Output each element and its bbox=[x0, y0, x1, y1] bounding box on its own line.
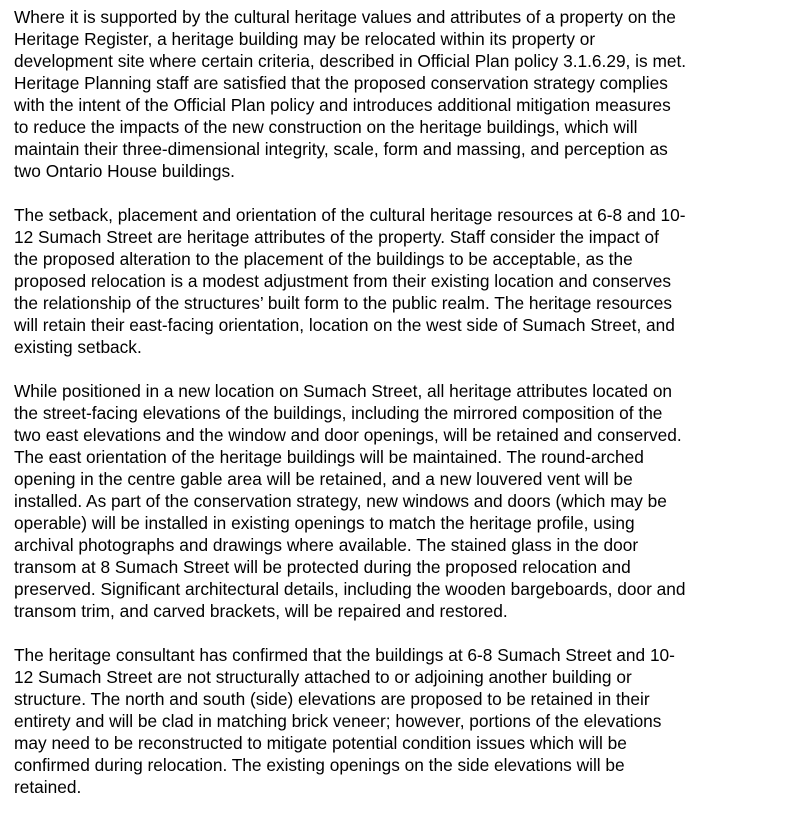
text-line: Heritage Planning staff are satisfied that the proposed conservation strategy complies bbox=[14, 73, 668, 93]
text-line: proposed relocation is a modest adjustment from their existing location and conserves bbox=[14, 271, 672, 291]
text-line: opening in the centre gable area will be retained, and a new louvered vent will be bbox=[14, 469, 633, 489]
text-line: The setback, placement and orientation of the cultural heritage resources at 6-8 and 10- bbox=[14, 205, 686, 225]
text-line: The heritage consultant has confirmed that the buildings at 6-8 Sumach Street and 10- bbox=[14, 645, 675, 665]
text-line: may need to be reconstructed to mitigate potential condition issues which will be bbox=[14, 733, 627, 753]
text-line: preserved. Significant architectural details, including the wooden bargeboards, door and bbox=[14, 579, 686, 599]
text-line: confirmed during relocation. The existing openings on the side elevations will be bbox=[14, 755, 625, 775]
text-line: to reduce the impacts of the new construction on the heritage buildings, which will bbox=[14, 117, 638, 137]
text-line: entirety and will be clad in matching brick veneer; however, portions of the elevations bbox=[14, 711, 662, 731]
text-line: archival photographs and drawings where available. The stained glass in the door bbox=[14, 535, 639, 555]
paragraph-structural-confirmation bbox=[14, 644, 794, 798]
text-line: two east elevations and the window and door openings, will be retained and conserved. bbox=[14, 425, 682, 445]
text-line: retained. bbox=[14, 777, 82, 797]
text-line: 12 Sumach Street are not structurally attached to or adjoining another building or bbox=[14, 667, 632, 687]
paragraph-heritage-attributes bbox=[14, 380, 794, 622]
text-line: While positioned in a new location on Sumach Street, all heritage attributes located on bbox=[14, 381, 673, 401]
text-line: Heritage Register, a heritage building may be relocated within its property or bbox=[14, 29, 596, 49]
text-line: installed. As part of the conservation strategy, new windows and doors (which may be bbox=[14, 491, 667, 511]
text-line: the proposed alteration to the placement of the buildings to be acceptable, as the bbox=[14, 249, 633, 269]
text-line: the street-facing elevations of the buildings, including the mirrored composition of the bbox=[14, 403, 663, 423]
paragraph-relocation-policy bbox=[14, 6, 794, 182]
text-line: The east orientation of the heritage buildings will be maintained. The round-arched bbox=[14, 447, 644, 467]
text-line: maintain their three-dimensional integrity, scale, form and massing, and perception as bbox=[14, 139, 668, 159]
text-line: the relationship of the structures’ built form to the public realm. The heritage resources bbox=[14, 293, 672, 313]
text-line: structure. The north and south (side) elevations are proposed to be retained in their bbox=[14, 689, 650, 709]
text-line: existing setback. bbox=[14, 337, 142, 357]
text-line: transom trim, and carved brackets, will be repaired and restored. bbox=[14, 601, 508, 621]
text-line: transom at 8 Sumach Street will be protected during the proposed relocation and bbox=[14, 557, 631, 577]
paragraph-setback-placement bbox=[14, 204, 794, 358]
text-line: Where it is supported by the cultural heritage values and attributes of a property on the bbox=[14, 7, 676, 27]
text-line: development site where certain criteria, described in Official Plan policy 3.1.6.29, is met. bbox=[14, 51, 687, 71]
text-line: two Ontario House buildings. bbox=[14, 161, 235, 181]
text-line: with the intent of the Official Plan policy and introduces additional mitigation measures bbox=[14, 95, 671, 115]
document-body bbox=[14, 6, 794, 820]
text-line: operable) will be installed in existing openings to match the heritage profile, using bbox=[14, 513, 635, 533]
text-line: will retain their east-facing orientation, location on the west side of Sumach Street, and bbox=[14, 315, 675, 335]
text-line: 12 Sumach Street are heritage attributes of the property. Staff consider the impact of bbox=[14, 227, 659, 247]
